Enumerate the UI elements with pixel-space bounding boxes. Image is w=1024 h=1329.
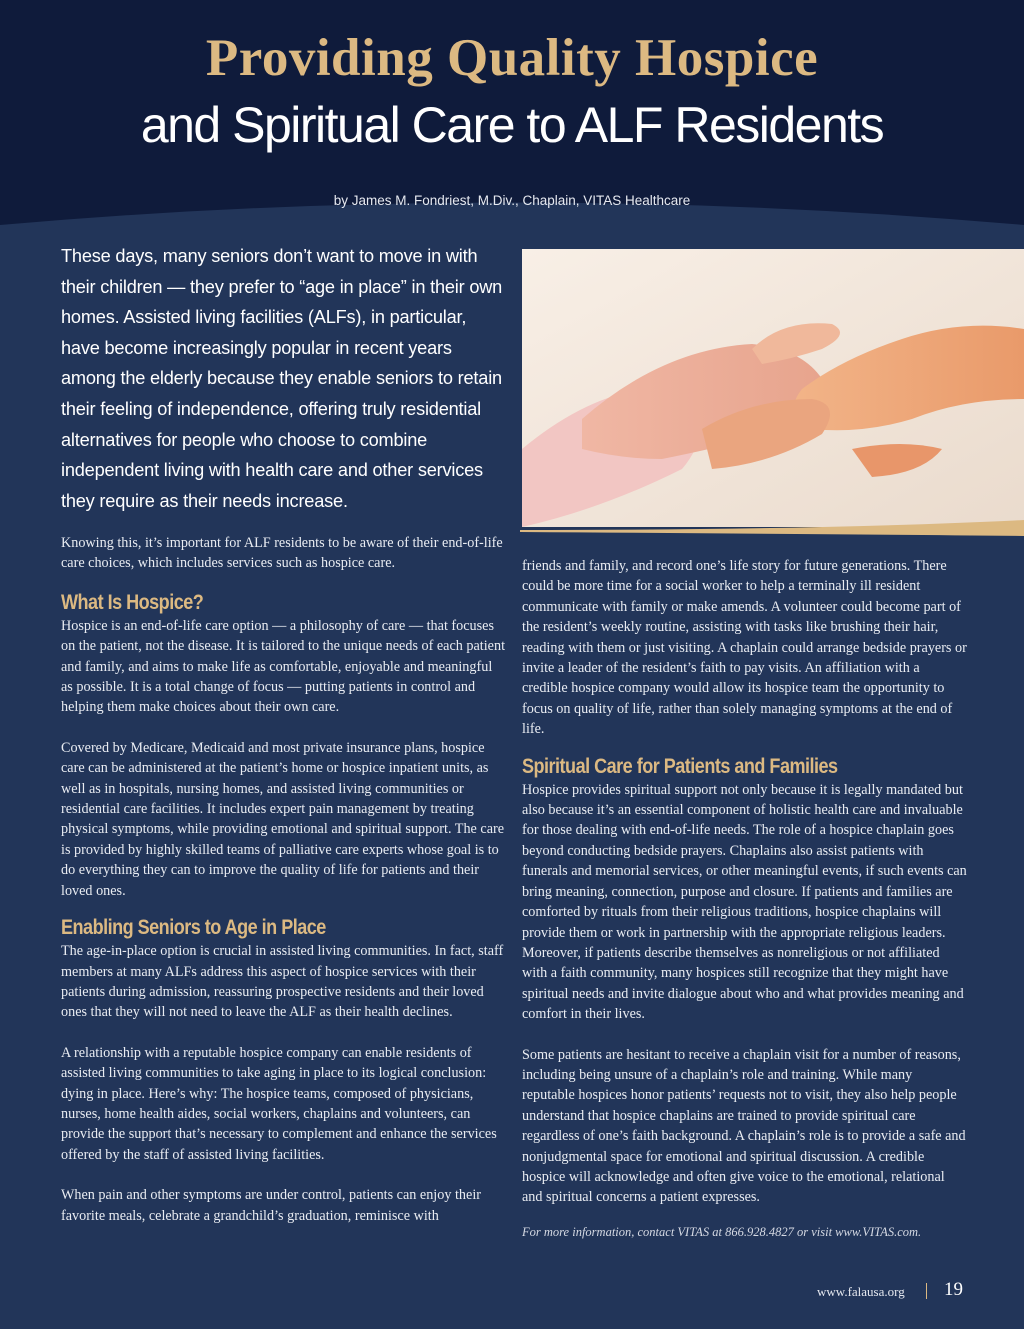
- intro-paragraph: These days, many seniors don’t want to move in with their children — they prefer to “age in place” in their own homes. Assisted living facilities (ALFs), in particular, have become increasingly popular in recent years among the elderly because they enable seniors to retain their feeling of independence, offering truly residential alternatives for people who choose to combine independent living with health care and other services they require as their needs increase.: [61, 246, 503, 511]
- header-band: [0, 0, 1024, 240]
- paragraph: A relationship with a reputable hospice company can enable residents of assisted living communities to take aging in place to its logical conclusion: dying in place. Here’s why: The hospice teams, composed of physicians, nurses, home health aides, social workers, chaplains and volunteers, can provide the support that’s necessary to complement and enhance the services offered by the staff of assisted living facilities.: [61, 1044, 497, 1163]
- holding-hands-photo: [522, 249, 1024, 527]
- paragraph: The age-in-place option is crucial in assisted living communities. In fact, staff members at many ALFs address this aspect of hospice services with their patients during admission, reassuring prospective residents and their loved ones that they will not need to leave the ALF as their health declines.: [61, 943, 504, 1021]
- photo-curve-decoration: [520, 500, 1024, 560]
- paragraph: Hospice is an end-of-life care option — a philosophy of care — that focuses on the patient, not the disease. It is tailored to the unique needs of each patient and family, and aims to make life as comfortable, enjoyable and meaningful as possible. It is a total change of focus — putting patients in control and helping them make choices about their own care.: [61, 617, 506, 716]
- footer-divider: [926, 1283, 927, 1299]
- header-curve-decoration: [0, 180, 1024, 250]
- paragraph: When pain and other symptoms are under control, patients can enjoy their favorite meals, celebrate a grandchild’s graduation, reminisce with: [61, 1187, 481, 1224]
- paragraph: Some patients are hesitant to receive a chaplain visit for a number of reasons, including being unsure of a chaplain’s role and training. While many reputable hospices honor patients’ requests not to visit, they also help people understand that hospice chaplains are trained to provide spiritual care regardless of one’s faith background. A chaplain’s role is to provide a safe and nonjudgmental space for emotional and spiritual discussion. A credible hospice will acknowledge and often give voice to the emotional, relational and spiritual concerns a patient expresses.: [522, 1046, 966, 1206]
- byline: by James M. Fondriest, M.Div., Chaplain, VITAS Healthcare: [333, 193, 691, 208]
- heading-what-is-hospice: What Is Hospice?: [61, 590, 204, 614]
- page-number: 19: [944, 1279, 963, 1300]
- title-line-2: and Spiritual Care to ALF Residents: [140, 97, 884, 153]
- left-column: [61, 533, 506, 1226]
- paragraph: friends and family, and record one’s life story for future generations. There could be more time for a social worker to help a terminally ill resident communicate with family or make amends. A volunteer could become part of the resident’s weekly routine, assisting with tasks like brushing their hair, reading with them or just visiting. A chaplain could arrange bedside prayers or invite a leader of the resident’s faith to pay visits. An affiliation with a credible hospice company would allow its hospice team the opportunity to focus on quality of life, rather than solely managing symptoms at the end of life.: [522, 558, 967, 738]
- paragraph: Hospice provides spiritual support not only because it is legally mandated but also because it’s an essential component of holistic health care and invaluable for those dealing with end-of-life needs. The role of a hospice chaplain goes beyond conducting bedside prayers. Chaplains also assist patients with funerals and memorial services, or other meaningful events, if such events can bring meaning, connection, purpose and closure. If patients and families are comforted by rituals from their religious traditions, hospice chaplains will provide them or work in partnership with the appropriate religious leaders. Moreover, if patients describe themselves as nonreligious or not affiliated with a faith community, many hospices still recognize that they might have spiritual needs and invite dialogue about who and what provides meaning and comfort in their lives.: [522, 781, 967, 1023]
- paragraph: Covered by Medicare, Medicaid and most private insurance plans, hospice care can be administered at the patient’s home or hospice inpatient units, as well as in hospitals, nursing homes, and assisted living communities or residential care facilities. It includes expert pain management by treating physical symptoms, while providing emotional and spiritual support. The care is provided by highly skilled teams of palliative care experts whose goal is to do everything they can to improve the quality of life for patients and their loved ones.: [61, 739, 505, 899]
- heading-spiritual-care: Spiritual Care for Patients and Families: [522, 754, 838, 778]
- paragraph: Knowing this, it’s important for ALF residents to be aware of their end-of-life care choices, which includes services such as hospice care.: [61, 535, 503, 572]
- contact-info: For more information, contact VITAS at 866.928.4827 or visit www.VITAS.com.: [522, 1224, 922, 1239]
- footer-url: www.falausa.org: [817, 1284, 905, 1299]
- heading-enabling-seniors: Enabling Seniors to Age in Place: [61, 916, 326, 940]
- right-column: [522, 556, 967, 1242]
- title-line-1: Providing Quality Hospice: [205, 29, 819, 87]
